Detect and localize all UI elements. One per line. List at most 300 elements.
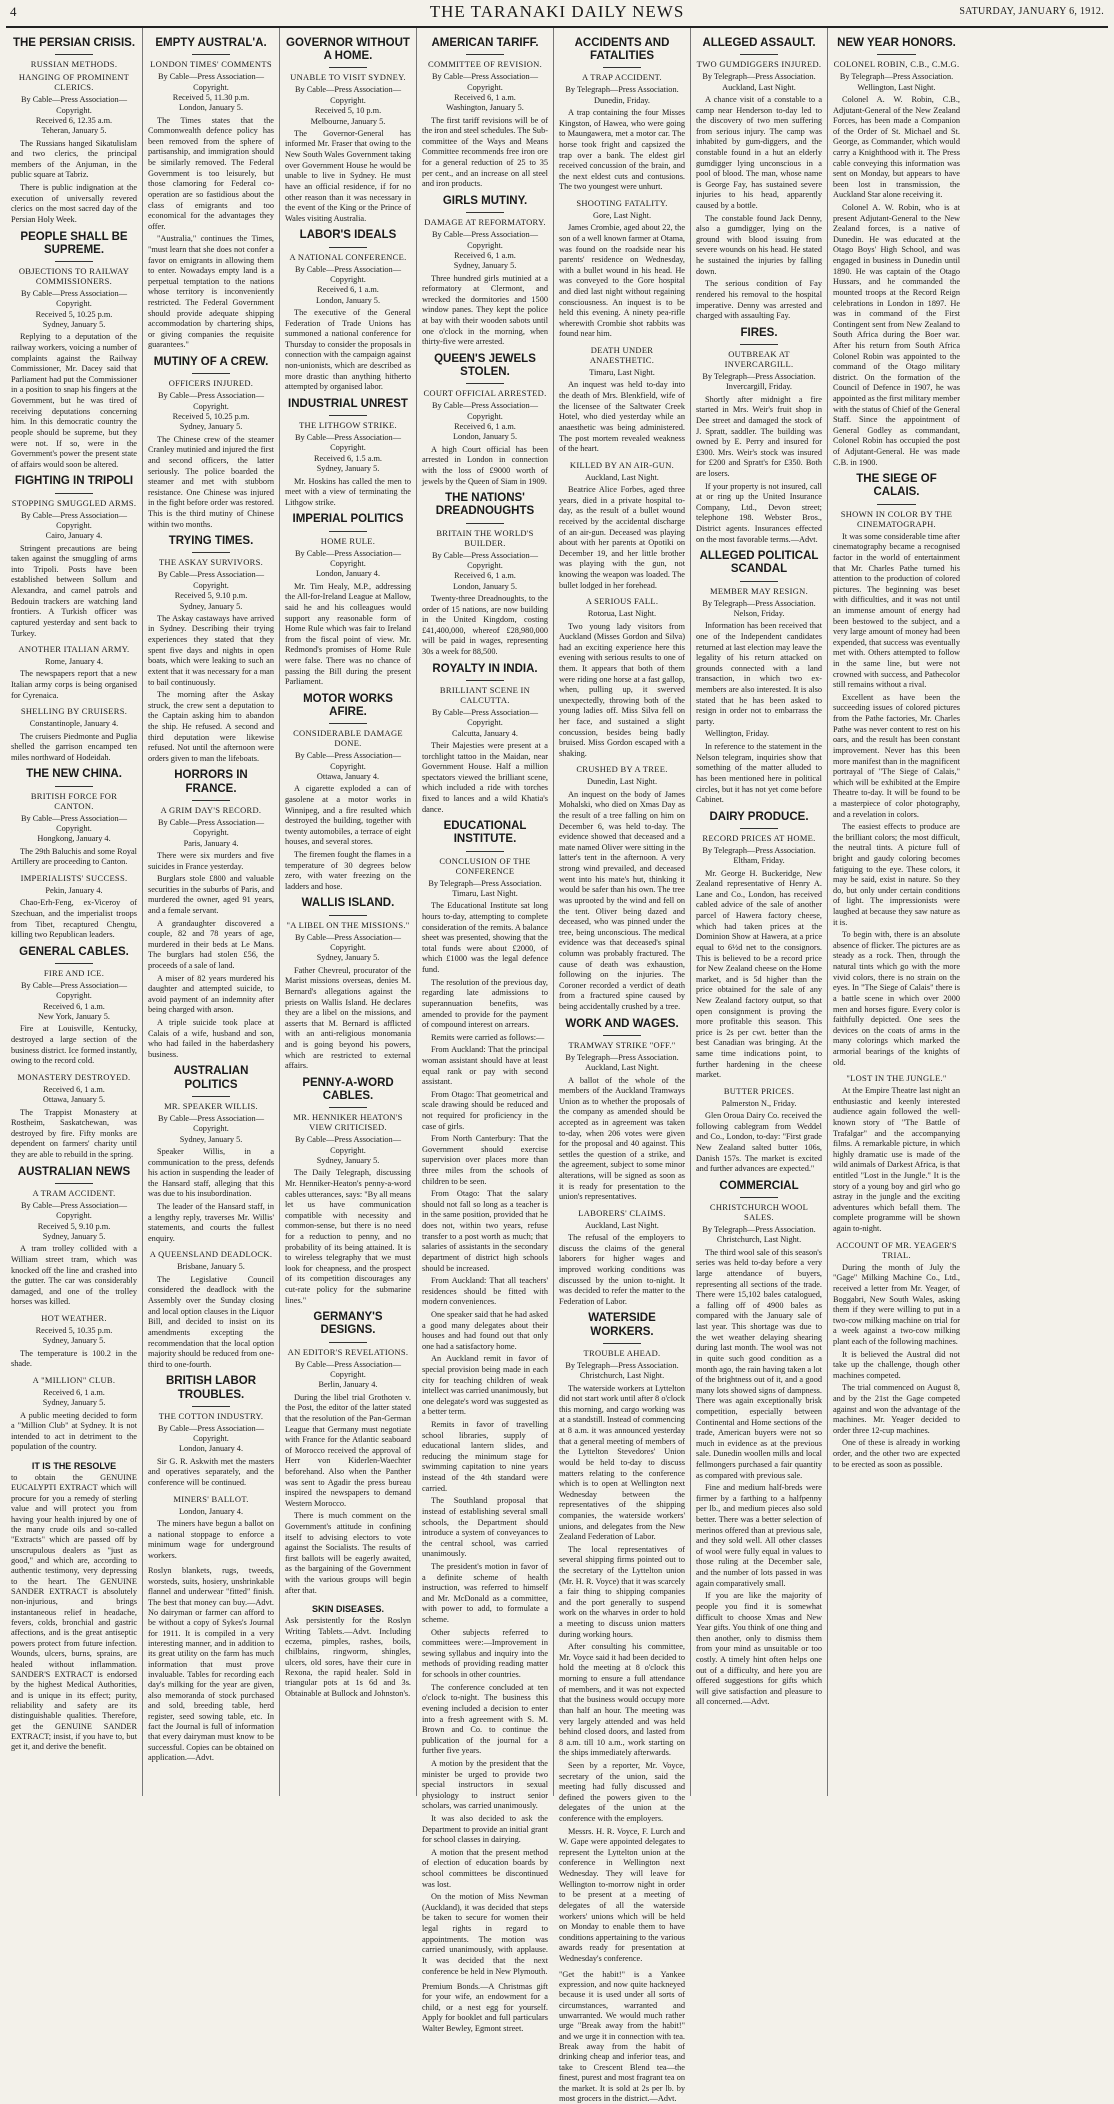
article bbox=[11, 706, 137, 763]
article bbox=[285, 398, 411, 508]
article-subheading: KILLED BY AN AIR-GUN. bbox=[569, 459, 675, 470]
article-byline: Received 5, 10.25 p.m. bbox=[35, 309, 113, 319]
article-subheading: BUTTER PRICES. bbox=[723, 1085, 795, 1096]
article bbox=[559, 1312, 685, 1964]
article-paragraph: The morning after the Askay struck, the crew sent a deputation to the Captain asking him to abandon the ship. He refused. A second and third deputation were likewise refused. Not until the afternoon were orders given to man the lifeboats. bbox=[148, 690, 274, 763]
article-byline: Received 6, 1.5 a.m. bbox=[314, 453, 382, 463]
article-headline: GENERAL CABLES. bbox=[19, 945, 129, 958]
article-paragraph: Shortly after midnight a fire started in Mrs. Weir's fruit shop in Dee street and damaged the stock of J. Spratt, saddler. The building was owned by E. Perry and insured for £300. Mrs. Weir's stock was insured for £200 and Spratt's for £350. Both are losers. bbox=[696, 394, 822, 478]
article-byline: London, January 4. bbox=[315, 569, 381, 579]
article-paragraph: The president's motion in favor of a definite scheme of health instruction, was referred to himself and Mr. McDonald as a committee, with power to add, to formulate a scheme. bbox=[422, 1561, 548, 1625]
article bbox=[11, 37, 137, 226]
headline-rule bbox=[603, 67, 641, 68]
article-byline: Received 5, 9.10 p.m. bbox=[174, 591, 248, 601]
article-subheading: COMMITTEE OF REVISION. bbox=[427, 59, 543, 70]
article-subheading: MR. HENNIKER HEATON'S VIEW CRITICISED. bbox=[293, 1112, 403, 1133]
article-byline: By Cable—Press Association—Copyright. bbox=[157, 1113, 264, 1134]
article-paragraph: A chance visit of a constable to a camp near Henderson to-day led to the discovery of two men suffering from serious injury. The camp was inhabited by gum-diggers, and the constable found in a hut an elderly gumdigger lying unconscious in a pool of blood. The man, whose name is George Fay, has sustained severe injuries to his head, apparently caused by a bottle. bbox=[696, 94, 822, 211]
article-headline: WALLIS ISLAND. bbox=[301, 897, 395, 910]
article-paragraph: Seen by a reporter, Mr. Voyce, secretary of the union, said the meeting had fully discussed and defined the powers given to the delegates of the union at the conference with the employers. bbox=[559, 1760, 685, 1824]
headline-rule bbox=[192, 552, 230, 553]
article-byline: Dunedin, Last Night. bbox=[586, 777, 658, 787]
article-subheading: MEMBER MAY RESIGN. bbox=[709, 585, 809, 596]
article-subheading: BRILLIANT SCENE IN CALCUTTA. bbox=[439, 684, 531, 705]
article-headline: ACCIDENTS AND FATALITIES bbox=[574, 37, 670, 63]
article-paragraph: The Legislative Council considered the deadlock with the Assembly over the Sunday closing and local option clauses in the Liquor Bill, and decided to insist on its amendments excepting the recommendation that the local option majority should be reduced from one-third to one-fourth. bbox=[148, 1274, 274, 1369]
article-byline: Received 6, 1 a.m. bbox=[454, 571, 516, 581]
article-headline: PENNY-A-WORD CABLES. bbox=[302, 1076, 394, 1102]
article-paragraph: The firemen fought the flames in a temperature of 30 degrees below zero, with water freezing on the ladders and hose. bbox=[285, 849, 411, 891]
article-subheading: IMPERIALISTS' SUCCESS. bbox=[20, 873, 128, 883]
article-headline: IMPERIAL POLITICS bbox=[292, 513, 404, 526]
article-byline: By Cable—Press Association—Copyright. bbox=[20, 813, 127, 834]
article-byline: Washington, January 5. bbox=[446, 103, 524, 113]
article-headline: AUSTRALIAN NEWS bbox=[17, 1165, 131, 1178]
article-subheading: FIRE AND ICE. bbox=[43, 968, 105, 979]
advertisement-headline: IT IS THE RESOLVE bbox=[31, 1461, 117, 1472]
article-byline: By Cable—Press Association—Copyright. bbox=[20, 1200, 127, 1221]
article bbox=[696, 550, 822, 806]
column bbox=[828, 28, 965, 1796]
article-paragraph: It is believed the Austral did not take up the challenge, though other machines competed. bbox=[833, 1349, 960, 1380]
headline-rule bbox=[329, 1342, 367, 1343]
article-subheading: CHRISTCHURCH WOOL SALES. bbox=[709, 1202, 809, 1223]
article-paragraph: The Daily Telegraph, discussing Mr. Henniker-Heaton's penny-a-word cables utterances, says: "By all means let us have communication compatible with necessity and common-sense, but there is no need for a reduction to penny, and no probability of its being attained. It is to wireless telegraphy that we must look for cheapness, and the prospect of its competition discourages any cut-rate policy for the submarine lines." bbox=[285, 1168, 411, 1305]
article-byline: Sydney, January 5. bbox=[179, 422, 243, 432]
article bbox=[696, 1180, 822, 1708]
article-byline: Received 6, 1 a.m. bbox=[454, 250, 516, 260]
article-headline: INDUSTRIAL UNREST bbox=[288, 397, 408, 410]
article-byline: Invercargill, Friday. bbox=[726, 382, 792, 392]
headline-rule bbox=[192, 1406, 230, 1407]
headline-rule bbox=[329, 723, 367, 724]
article-paragraph: There is public indignation at the execution of universally revered clerics on the most sacred day of the Persian Holy Week. bbox=[11, 183, 137, 224]
article-paragraph: On the motion of Miss Newman (Auckland), it was decided that steps be taken to secure for women their legal rights in regard to appointments. The motion was carried unanimously, with applause. It was decided that the next conference be held in New Plymouth. bbox=[422, 1892, 548, 1976]
article-headline: NEW YEAR HONORS. bbox=[837, 37, 956, 49]
article-subheading: TRAMWAY STRIKE "OFF." bbox=[568, 1039, 676, 1050]
article-byline: Received 6, 1 a.m. bbox=[43, 1001, 105, 1011]
article-paragraph: From Otago: That the salary should not fall so long as a teacher is in the same position, provided that he does not, within two years, refuse transfer to a post worth as much; that salaries of assistants in the secondary department of district high schools should be increased. bbox=[422, 1189, 548, 1273]
article-byline: Auckland, Last Night. bbox=[722, 82, 796, 92]
article-paragraph: Excellent as have been the succeeding issues of colored pictures from the Pathe factories, Mr. Charles Pathe was never content to rest on his oars, and the result has been constant improvement. Never has this been more manifest than in the magnificent portrayal of "The Siege of Calais," which will be exhibited at the Empire Theatre to-day. It will be found to be a masterpiece of color photography, and a revelation in colors. bbox=[833, 692, 960, 819]
article-subheading: SHOWN IN COLOR BY THE CINEMATOGRAPH. bbox=[840, 508, 953, 529]
article-byline: By Cable—Press Association—Copyright. bbox=[294, 1359, 401, 1379]
article-paragraph: Stringent precautions are being taken against the smuggling of arms into Tripoli. Posts have been established between Sollum and Alexandra, and camel patrols and Bedouin trackers are watching land frontiers. A Turkish officer was captured yesterday and sent back to Turkey. bbox=[11, 543, 137, 638]
article-subheading: LABORERS' CLAIMS. bbox=[578, 1207, 666, 1218]
article-paragraph: From Otago: That geometrical and scale drawing should be reduced and not required for proficiency in the case of girls. bbox=[422, 1089, 548, 1131]
article bbox=[11, 1313, 137, 1370]
article-paragraph: The resolution of the previous day, regarding late admissions to superannuation benefits, was amended to provide for the payment of compound interest on arrears. bbox=[422, 977, 548, 1030]
article-byline: Received 6, 1 a.m. bbox=[454, 92, 516, 102]
article-headline: TRYING TIMES. bbox=[168, 535, 254, 548]
article-paragraph: Wellington, Friday. bbox=[705, 729, 770, 739]
article-subheading: MONASTERY DESTROYED. bbox=[17, 1071, 131, 1082]
article-paragraph: Messrs. H. R. Voyce, F. Lurch and W. Gape were appointed delegates to represent the Lyttelton union at the conference in Wellington next Wednesday. They will leave for Wellington to-morrow night in order to be present at a meeting of delegates of all the waterside workers' unions which will be held on Monday to enable them to have conditions appertaining to the various awards ready for presentation at Wednesday's conference. bbox=[559, 1826, 685, 1963]
issue-date: SATURDAY, JANUARY 6, 1912. bbox=[959, 6, 1104, 17]
advertisement-text: Ask persistently for the Roslyn Writing Tablets.—Advt. Including eczema, pimples, rashes, boils, chilblains, ringworm, shingles, ulcers, old sores, have their cure in Rexona, the rapid healer. Sold in triangular pots at 1s 6d and 3s. Obtainable at Bullock and Johnston's. bbox=[285, 1616, 411, 1698]
article-headline: THE NATIONS' DREADNOUGHTS bbox=[435, 492, 535, 518]
article-byline: Auckland, Last Night. bbox=[585, 1220, 659, 1230]
article-paragraph: After consulting his committee, Mr. Voyce said it had been decided to hold the meeting at 8 o'clock this morning to ensure a full attendance of members, and it was not expected that the business would occupy more than half an hour. The meeting was very largely attended and was held behind closed doors, and lasted from 8 a.m. till 10 a.m., work starting on the ships immediately afterwards. bbox=[559, 1642, 685, 1758]
article-subheading: RUSSIAN METHODS. bbox=[30, 59, 118, 70]
article-byline: By Cable—Press Association—Copyright. bbox=[431, 230, 538, 250]
article-paragraph: The first tariff revisions will be of the iron and steel schedules. The Sub-committee of the Ways and Means Committee recommends free iron ore for a general reduction of 25 to 35 per cent., and an increase on all steel and iron products. bbox=[422, 115, 548, 189]
article-paragraph: To begin with, there is an absolute absence of flicker. The pictures are as steady as a rock. Then, through the natural tints which go with the more vivid colors, there is no strain on the eyes. In "The Siege of Calais" there is a battle scene in which over 2000 men and horses figure. Every color is faithfully depicted. One sees the devices on the coats of arms in the many colorings which marked the armorial bearings of the knights of old. bbox=[833, 930, 960, 1067]
article bbox=[285, 693, 411, 893]
article bbox=[11, 768, 137, 868]
article-paragraph: At the Empire Theatre last night an enthusiastic and keenly interested audience again followed the well-known story of "The Battle of Trafalgar" and the accompanying films. A remarkable picture, in which highly dramatic use is made of the wild animals of Darkest Africa, is that entitled "Lost in the Jungle." It is the story of a young boy and girl who go astray in the jungle and the exciting adventures which befall them. The complete programme will be shown again to-night. bbox=[833, 1086, 960, 1234]
article-byline: Brisbane, January 5. bbox=[177, 1262, 245, 1272]
article bbox=[422, 492, 548, 658]
article-paragraph: Two young lady visitors from Auckland (Misses Gordon and Silva) had an exciting experience here this evening with serious results to one of them. It appears that both of them were riding one horse at a fast gallop, when, pulling up, it swerved unexpectedly, throwing both of the young ladies off. Miss Silva fell on her face, and sustained a slight concussion, besides being badly bruised. Miss Gordon escaped with a shaking. bbox=[559, 621, 685, 758]
article-paragraph: The easiest effects to produce are the brilliant colors; the most difficult, the neutral tints. A picture full of bright and gaudy coloring becomes fatiguing to the eye. These colors, it may be said, exist in nature. So they do, but only under certain conditions of light. The impressionists were laughed at because they saw nature as it is. bbox=[833, 822, 960, 927]
article-subheading: A NATIONAL CONFERENCE. bbox=[289, 251, 407, 262]
article-headline: LABOR'S IDEALS bbox=[299, 229, 397, 242]
article-headline: THE PERSIAN CRISIS. bbox=[12, 37, 136, 49]
headline-rule bbox=[466, 54, 504, 55]
article bbox=[148, 1249, 274, 1370]
article-byline: By Cable—Press Association—Copyright. bbox=[20, 95, 127, 115]
article-subheading: ACCOUNT OF MR. YEAGER'S TRIAL. bbox=[836, 1239, 957, 1260]
article-paragraph: A miser of 82 years murdered his daughter and attempted suicide, to avoid payment of an indemnity after being charged with arson. bbox=[148, 973, 274, 1015]
column bbox=[691, 28, 828, 1796]
article-byline: By Cable—Press Association—Copyright. bbox=[157, 391, 264, 411]
article-paragraph: During the libel trial Grothoten v. the Post, the editor of the latter stated that the resolution of the Pan-German League that Germany must negotiate with France for the Atlantic seaboard of Morocco received the approval of Herr von Kiderlen-Waechter beforehand. Also when the Panther was sent to Agadir the press bureau inspired the newspapers to demand Western Morocco. bbox=[285, 1392, 411, 1508]
article bbox=[559, 596, 685, 759]
article-paragraph: Mr. Tim Healy, M.P., addressing the All-for-Ireland League at Mallow, said he and his colleagues would support any reasonable form of Home Rule which was fair to Ireland from the fiscal point of view. Mr. Redmond's promises of Home Rule were false. There was no chance of passing the Bill during the present Parliament. bbox=[285, 581, 411, 687]
article-paragraph: If your property is not insured, call at or ring up the United Insurance Company, Ltd., Devon street; telephone 198. Webster Bros., District agents. Insurances effected on the most favorable terms.—Advt. bbox=[696, 481, 822, 544]
article-subheading: TROUBLE AHEAD. bbox=[583, 1347, 661, 1358]
article-subheading: A GRIM DAY'S RECORD. bbox=[160, 804, 262, 815]
headline-rule bbox=[740, 1197, 778, 1198]
article-byline: Berlin, January 4. bbox=[318, 1380, 378, 1390]
article-paragraph: The Governor-General has informed Mr. Fraser that owing to the New South Wales Government taking over Government House he would be unable to live in Sydney. He must have an official residence, if for no other reason than it was necessary in the event of the King or the Prince of Wales visiting Australia. bbox=[285, 128, 411, 223]
article-paragraph: The Russians hanged Sikatulislam and two clerics, the principal members of the Anjuman, in the public square at Tabriz. bbox=[11, 138, 137, 180]
headline-rule bbox=[466, 523, 504, 524]
column bbox=[6, 28, 143, 1796]
article-subheading: MINERS' BALLOT. bbox=[173, 1493, 249, 1504]
headline-rule bbox=[466, 680, 504, 681]
headline-rule bbox=[603, 1343, 641, 1344]
article bbox=[11, 873, 137, 941]
article-subheading: A SERIOUS FALL. bbox=[585, 596, 659, 607]
article bbox=[422, 663, 548, 816]
article bbox=[696, 37, 822, 322]
article-paragraph: Burglars stole £800 and valuable securities in the suburbs of Paris, and murdered the owner, aged 91 years, and a female servant. bbox=[148, 874, 274, 915]
article-byline: Sydney, January 5. bbox=[42, 320, 106, 330]
article-subheading: COLONEL ROBIN, C.B., C.M.G. bbox=[833, 59, 960, 70]
article-byline: London, January 5. bbox=[178, 103, 244, 113]
article-paragraph: A high Court official has been arrested in London in connection with the loss of £9000 worth of jewels by the Queen of Siam in 1909. bbox=[422, 444, 548, 486]
article bbox=[833, 1240, 960, 1471]
article-headline: QUEEN'S JEWELS STOLEN. bbox=[434, 352, 536, 379]
headline-rule bbox=[55, 1183, 93, 1184]
article-byline: Wellington, Last Night. bbox=[857, 82, 936, 92]
article bbox=[559, 37, 685, 193]
article-subheading: "A LIBEL ON THE MISSIONS." bbox=[286, 919, 410, 930]
headline-rule bbox=[55, 54, 93, 55]
article-subheading: STOPPING SMUGGLED ARMS. bbox=[11, 497, 137, 508]
article-byline: Rotorua, Last Night. bbox=[587, 609, 657, 619]
article bbox=[422, 353, 548, 487]
article-subheading: A "MILLION" CLUB. bbox=[32, 1374, 116, 1385]
masthead bbox=[6, 0, 1108, 28]
article-paragraph: Speaker Willis, in a communication to the press, defends his action in suspending the leader of the Hansard staff, alleging that this was due to his insubordination. bbox=[148, 1147, 274, 1199]
article-paragraph: The local representatives of several shipping firms pointed out to the secretary of the Lyttelton union (Mr. H. R. Voyce) that it was scarcely a fair thing to shipping companies and the port generally to suspend work on the wharves in order to hold a meeting to discuss union matters during working hours. bbox=[559, 1544, 685, 1639]
article-paragraph: The trial commenced on August 8, and by the 21st the Gage competed against and won the advantage of the machines. Mr. Yeager decided to order three 12-cup machines. bbox=[833, 1383, 960, 1435]
article bbox=[148, 769, 274, 1060]
article bbox=[148, 1065, 274, 1244]
article bbox=[285, 897, 411, 1071]
article-paragraph: Colonel A. W. Robin, who is at present Adjutant-General to the New Zealand forces, is a native of Dunedin. He was educated at the Otago Boys' High School, and was engaged in business in Dunedin until 1890. He was captain of the Otago Hussars, and he commanded the mounted troops at the Record Reign celebrations in London in 1897. He was in command of the First Contingent sent from New Zealand to South Africa during the Boer war. After his return from South Africa Colonel Robin was appointed to the command of the Otago military district. On the formation of the Council of Defence in 1907, he was appointed as the first military member with the status of Chief of the General Staff. Since the appointment of General Godley as commandant, Colonel Robin has occupied the post of Adjutant-General. He was made C.B. in 1900. bbox=[833, 203, 960, 467]
article-paragraph: The Askay castaways have arrived in Sydney. Describing their trying experiences they stated that they spent five days and nights in open boats, which were leaking to such an extent that it was necessary for a man to bail continuously. bbox=[148, 613, 274, 687]
article bbox=[11, 946, 137, 1067]
article-subheading: AN EDITOR'S REVELATIONS. bbox=[287, 1346, 409, 1357]
headline-rule bbox=[192, 54, 230, 55]
article-byline: Sydney, January 5. bbox=[316, 953, 380, 963]
article-subheading: CRUSHED BY A TREE. bbox=[576, 764, 668, 775]
article bbox=[422, 195, 548, 348]
article-paragraph: Fire at Louisville, Kentucky, destroyed a large section of the business district. Ice formed instantly, owing to the record cold. bbox=[11, 1024, 137, 1066]
article-byline: By Cable—Press Association—Copyright. bbox=[20, 288, 127, 309]
article bbox=[285, 229, 411, 393]
article-paragraph: A motion that the present method of election of education boards by school committees be discontinued was lost. bbox=[422, 1847, 548, 1889]
columns-container bbox=[6, 28, 1108, 2103]
article-subheading: MR. SPEAKER WILLIS. bbox=[164, 1100, 258, 1111]
advertisement bbox=[285, 1604, 411, 1699]
article-byline: Sydney, January 5. bbox=[42, 1336, 106, 1346]
article-byline: London, January 5. bbox=[315, 295, 381, 305]
headline-rule bbox=[55, 493, 93, 494]
article-paragraph: Fine and medium half-breds were firmer by a farthing to a halfpenny per lb., and medium pieces also sold better. There was a better selection of merinos offered than at previous sale, and they sold well. All other classes of wool were fully equal in values to those ruling at the December sale, and the number of lots passed in was again comparatively small. bbox=[696, 1483, 822, 1588]
article-byline: By Cable—Press Association—Copyright. bbox=[157, 817, 264, 838]
article-paragraph: There is much comment on the Government's attitude in confining itself to advising electors to vote against the Socialists. The results of first ballots will be eagerly awaited, as the bargaining of the Government with the various groups will begin after that. bbox=[285, 1511, 411, 1595]
headline-rule bbox=[603, 1035, 641, 1036]
headline-rule bbox=[329, 67, 367, 68]
article-byline: Received 5, 10 p.m. bbox=[314, 106, 382, 116]
article-headline: COMMERCIAL bbox=[719, 1179, 799, 1192]
headline-rule bbox=[877, 504, 915, 505]
article-subheading: CONCLUSION OF THE CONFERENCE bbox=[439, 855, 531, 876]
advertisement bbox=[11, 1461, 137, 1753]
article-byline: By Cable—Press Association—Copyright. bbox=[20, 510, 127, 530]
article-byline: Eltham, Friday. bbox=[733, 856, 785, 866]
article-paragraph: Remits were carried as follows:— bbox=[431, 1032, 545, 1042]
article-headline: MOTOR WORKS AFIRE. bbox=[303, 692, 393, 718]
article-byline: London, January 5. bbox=[452, 581, 518, 591]
article-byline: Paris, January 4. bbox=[183, 838, 239, 848]
article-byline: By Telegraph—Press Association. bbox=[428, 878, 542, 888]
article-byline: By Cable—Press Association—Copyright. bbox=[157, 570, 264, 590]
article-subheading: TWO GUMDIGGERS INJURED. bbox=[696, 59, 822, 70]
article-headline: GIRLS MUTINY. bbox=[442, 194, 528, 207]
article-paragraph: A triple suicide took place at Calais of a wife, husband and son, who had failed in the haberdashery business. bbox=[148, 1018, 274, 1059]
headline-rule bbox=[55, 963, 93, 964]
article-paragraph: From Auckland: That all teachers' residences should be fitted with modern conveniences. bbox=[422, 1276, 548, 1307]
article bbox=[559, 460, 685, 591]
article bbox=[11, 1072, 137, 1161]
article-headline: AUSTRALIAN POLITICS bbox=[173, 1065, 249, 1091]
article-paragraph: There were six murders and five suicides in France yesterday. bbox=[148, 850, 274, 871]
article bbox=[559, 345, 685, 455]
article bbox=[422, 37, 548, 190]
advertisement bbox=[559, 1970, 685, 2104]
article-byline: Received 5, 10.25 p.m. bbox=[172, 412, 250, 421]
article-paragraph: The cruisers Piedmonte and Puglia shelled the garrison encamped ten miles northward of Hodeidah. bbox=[11, 731, 137, 762]
article-subheading: "LOST IN THE JUNGLE." bbox=[846, 1073, 947, 1084]
article-byline: By Telegraph—Press Association. bbox=[702, 598, 816, 608]
article bbox=[559, 764, 685, 1012]
article-paragraph: The Trappist Monastery at Rostheim, Saskatchewan, was destroyed by fire. Fifty monks are dependent on farmers' charity until they are able to rebuild in the spring. bbox=[11, 1107, 137, 1160]
article-byline: Ottawa, January 4. bbox=[316, 771, 380, 781]
article-paragraph: An inquest on the body of James Mohalski, who died on Xmas Day as the result of a tree falling on him on December 6, was held to-day. The evidence showed that deceased and a mate named Oliver were sitting in the latter's tent in the afternoon. A very strong wind prevailed, and deceased went into his mate's hut, thinking it would be safer than his own. The tree was uprooted by the wind and fell on the tent. Oliver being dazed and deceased, who was pinned under the tree, being unconscious. The medical evidence was that deceased's spinal column was probably fractured. The cause of death was exhaustion, following on the injuries. The Coroner recorded a verdict of death from a fractured spine caused by being accidentally crushed by a tree. bbox=[559, 789, 685, 1011]
article-paragraph: The serious condition of Fay rendered his removal to the hospital imperative. Denny was arrested and charged with assaulting Fay. bbox=[696, 279, 822, 321]
headline-rule bbox=[740, 828, 778, 829]
article-byline: By Cable—Press Association—Copyright. bbox=[431, 550, 538, 570]
article-paragraph: A motion by the president that the minister be urged to provide two special instructors in sexual physiology to instruct senior scholars, was carried unanimously. bbox=[422, 1758, 548, 1811]
article-paragraph: An inquest was held to-day into the death of Mrs. Blenkfield, wife of the licensee of the Saltwater Creek Hotel, who died yesterday while an anaesthetic was being administered. The post mortem revealed weakness of the heart. bbox=[559, 380, 685, 454]
article bbox=[11, 1166, 137, 1308]
article-headline: GERMANY'S DESIGNS. bbox=[313, 1311, 383, 1337]
article-paragraph: Mr. George H. Buckeridge, New Zealand representative of Henry A. Lane and Co., London, has received cabled advice of the sale of another parcel of Hawera factory cheese, which had taken prices at the Dominion Show at Hawera, at a price equal to 6½d net to the consignors. This is believed to be a record price for New Zealand cheese on the Home market, and is 5d higher than the price obtained for the sale of any New Zealand factory output, so that open consignment is proving the more profitable this season. This price is 2s per cwt. better than the best Canadian was bringing. At the same time indications point, to further hardening in the cheese market. bbox=[696, 868, 822, 1080]
article-byline: By Telegraph—Press Association. bbox=[702, 371, 816, 381]
article-headline: GOVERNOR WITHOUT A HOME. bbox=[286, 37, 410, 63]
article bbox=[148, 1375, 274, 1488]
article-byline: Calcutta, January 4. bbox=[452, 728, 518, 738]
article-byline: By Telegraph—Press Association. bbox=[702, 1225, 816, 1235]
article-paragraph: Other subjects referred to committees were:—Improvement in sewing syllabus and inquiry into the methods of providing reading matter for schools in other countries. bbox=[422, 1627, 548, 1680]
article-paragraph: From Auckland: That the principal woman assistant should have at least equal rank or pay with second assistant. bbox=[422, 1045, 548, 1087]
headline-rule bbox=[192, 1096, 230, 1097]
article-byline: Auckland, Last Night. bbox=[585, 472, 659, 482]
headline-rule bbox=[877, 54, 915, 55]
headline-rule bbox=[740, 54, 778, 55]
article-byline: Received 6, 1 a.m. bbox=[43, 1387, 105, 1397]
article-paragraph: Three hundred girls mutinied at a reformatory at Clermont, and wrecked the dormitories and 1500 window panes. They kept the police at bay with their wooden sabots until one o'clock in the morning, when thirty-five were arrested. bbox=[422, 273, 548, 347]
article-byline: Hongkong, January 4. bbox=[37, 834, 111, 844]
article-subheading: COURT OFFICIAL ARRESTED. bbox=[423, 388, 547, 399]
article bbox=[285, 37, 411, 224]
article-byline: Received 5, 11.30 p.m. bbox=[172, 92, 250, 102]
article-paragraph: The 29th Baluchis and some Royal Artillery are proceeding to Canton. bbox=[11, 846, 137, 867]
article bbox=[833, 1073, 960, 1235]
article-paragraph: A grandaughter discovered a couple, 82 and 78 years of age, murdered in their beds at Le Mans. The burglars had stolen £56, the proceeds of a sale of land. bbox=[148, 918, 274, 970]
article bbox=[559, 1208, 685, 1308]
article bbox=[285, 1077, 411, 1306]
article-headline: HORRORS IN FRANCE. bbox=[174, 769, 248, 795]
article-byline: By Telegraph—Press Association. bbox=[702, 845, 816, 855]
article-byline: Teheran, January 5. bbox=[41, 126, 107, 136]
advertisement bbox=[422, 1982, 548, 2034]
article-paragraph: The newspapers report that a new Italian army corps is being organised for Cyrenaica. bbox=[11, 669, 137, 700]
article-subheading: HOT WEATHER. bbox=[41, 1312, 107, 1323]
article-paragraph: From North Canterbury: That the Government should exercise supervision over places more than three miles from the schools of children to be seen. bbox=[422, 1134, 548, 1186]
headline-rule bbox=[329, 415, 367, 416]
article-byline: By Cable—Press Association—Copyright. bbox=[157, 72, 264, 92]
article-byline: By Cable—Press Association—Copyright. bbox=[294, 932, 401, 952]
article-byline: By Cable—Press Association—Copyright. bbox=[20, 981, 127, 1001]
article-paragraph: Beatrice Alice Forbes, aged three years, died in a private hospital to-day, as the result of a bullet wound received by the accidental discharge of an air-gun. Deceased was playing about with her parents at Opotiki on December 19, and her little brother was playing with the gun, not knowing the weapon was loaded. The bullet lodged in her forehead. bbox=[559, 485, 685, 590]
article-headline: BRITISH LABOR TROUBLES. bbox=[165, 1375, 257, 1401]
article-subheading: THE ASKAY SURVIVORS. bbox=[158, 557, 264, 568]
advertisement-text: Roslyn blankets, rugs, tweeds, worsteds, suits, hosiery, unshrinkable flannel and underwear "fitted" finish. The best that money can buy.—Advt. No dairyman or farmer can afford to be without a copy of Sykes's Journal for 1911. It is compiled in a very interesting manner, and in addition to its great utility on the farm has much information that must prove invaluable. Tables for recording each day's milking for the year are given, also memoranda of stock purchased and sold, breeding table, herd register, seed sowing table, etc. In fact the Journal is full of information that every dairyman must know to be successful. Copies can be obtained on application.—Advt. bbox=[148, 1566, 274, 1762]
article bbox=[148, 356, 274, 530]
article-byline: By Cable—Press Association—Copyright. bbox=[431, 707, 538, 728]
column bbox=[143, 28, 280, 1796]
article-subheading: A QUEENSLAND DEADLOCK. bbox=[149, 1249, 273, 1260]
article-byline: Pekin, January 4. bbox=[45, 886, 103, 895]
headline-rule bbox=[192, 373, 230, 374]
article-headline: THE NEW CHINA. bbox=[26, 768, 122, 781]
article-subheading: OFFICERS INJURED. bbox=[168, 378, 254, 389]
article-headline: MUTINY OF A CREW. bbox=[153, 356, 269, 369]
article-byline: By Telegraph—Press Association. bbox=[565, 85, 679, 95]
article-headline: WATERSIDE WORKERS. bbox=[588, 1312, 656, 1338]
article bbox=[833, 473, 960, 1068]
article-byline: Sydney, January 5. bbox=[42, 1398, 106, 1408]
article-subheading: HANGING OF PROMINENT CLERICS. bbox=[18, 72, 130, 93]
article-paragraph: Twenty-three Dreadnoughts, to the order of 15 nations, are now building in the United Kingdom, costing £41,400,000, whereof £28,980,000 will be paid in wages, representing 30s a week for 88,500. bbox=[422, 594, 548, 657]
article-byline: Sydney, January 5. bbox=[179, 1134, 243, 1144]
article-paragraph: The conference concluded at ten o'clock to-night. The business this evening included a decision to enter into a fresh agreement with S. M. Brown and Co. to continue the publication of the journal for a further five years. bbox=[422, 1682, 548, 1756]
article-byline: Cairo, January 4. bbox=[45, 531, 103, 541]
article-byline: By Cable—Press Association—Copyright. bbox=[294, 548, 401, 568]
headline-rule bbox=[740, 581, 778, 582]
article bbox=[11, 644, 137, 701]
article bbox=[285, 1311, 411, 1596]
article-paragraph: Glen Oroua Dairy Co. received the following cablegram from Weddel and Co., London, to-day: "First grade New Zealand salted butter 106s, Danish 157s. The market is excited and further advances are expected." bbox=[696, 1111, 822, 1174]
article-byline: By Cable—Press Association—Copyright. bbox=[294, 433, 401, 453]
column bbox=[554, 28, 691, 2103]
article-headline: THE SIEGE OF CALAIS. bbox=[856, 473, 937, 499]
advertisement-text: "Get the habit!" is a Yankee expression, and now quite hackneyed because it is used under all sorts of circumstances, warranted and unwarranted. We would much rather urge "Break away from the habit!" and we urge it in connection with tea. Break away from the habit of drinking cheap and inferior teas, and take to Crescent Blend tea—the finest, purest and most fragrant tea on the market. It is sold at 2s per lb. by most grocers in the district.—Advt. bbox=[559, 1969, 685, 2103]
article-byline: By Cable—Press Association—Copyright. bbox=[431, 72, 538, 92]
article bbox=[148, 37, 274, 351]
column bbox=[417, 28, 554, 2033]
article-subheading: BRITAIN THE WORLD'S BUILDER. bbox=[436, 527, 534, 548]
headline-rule bbox=[740, 344, 778, 345]
headline-rule bbox=[55, 261, 93, 262]
article-byline: Dunedin, Friday. bbox=[594, 95, 650, 105]
article-paragraph: The Educational Institute sat long hours to-day, attempting to complete consideration of the remits. A balance sheet was presented, showing that the total funds were about £2000, of which £1000 was the legal defence fund. bbox=[422, 901, 548, 975]
article-subheading: HOME RULE. bbox=[320, 535, 376, 546]
article bbox=[833, 37, 960, 468]
article-headline: WORK AND WAGES. bbox=[565, 1017, 679, 1030]
article-byline: Sydney, January 5. bbox=[179, 601, 243, 611]
article-headline: EMPTY AUSTRAL'A. bbox=[155, 37, 267, 49]
article-byline: Received 5, 10.35 p.m. bbox=[35, 1325, 113, 1335]
article-byline: Gore, Last Night. bbox=[592, 211, 652, 221]
article-paragraph: The miners have begun a ballot on a national stoppage to enforce a minimum wage for underground workers. bbox=[148, 1519, 274, 1560]
article bbox=[696, 1086, 822, 1175]
article bbox=[422, 820, 548, 1977]
article-byline: Received 6, 1 a.m. bbox=[454, 422, 516, 431]
newspaper-title: THE TARANAKI DAILY NEWS bbox=[429, 2, 685, 21]
article bbox=[11, 475, 137, 639]
headline-rule bbox=[329, 1107, 367, 1108]
headline-rule bbox=[192, 800, 230, 801]
article-subheading: CONSIDERABLE DAMAGE DONE. bbox=[293, 728, 403, 749]
article-headline: PEOPLE SHALL BE SUPREME. bbox=[20, 230, 128, 256]
article-headline: DAIRY PRODUCE. bbox=[709, 810, 809, 823]
article-headline: FIGHTING IN TRIPOLI bbox=[14, 475, 134, 488]
article-paragraph: Chao-Erh-Feng, ex-Viceroy of Szechuan, and the imperialist troops from Tibet, recaptured Chengtu, killing two Republican leaders. bbox=[11, 898, 137, 940]
article-subheading: DEATH UNDER ANAESTHETIC. bbox=[589, 345, 655, 366]
article-paragraph: A trap containing the four Misses Kingston, of Hawea, who were going to Maungawera, met a motor car. The horse took fright and capsized the trap over a bank. The eldest girl received concussion of the brain, and the next eldest cuts and contusions. The two youngest were unhurt. bbox=[559, 108, 685, 192]
article-paragraph: An Auckland remit in favor of special provision being made in each city for teaching children of weak intellect was carried unanimously, but one delegate's word was suggested as a better term. bbox=[422, 1354, 548, 1417]
article-subheading: OUTBREAK AT INVERCARGILL. bbox=[724, 348, 794, 369]
article-paragraph: The refusal of the employers to discuss the claims of the general laborers for higher wages and improved working conditions was discussed by the union to-night. It was decided to refer the matter to the Federation of Labor. bbox=[559, 1233, 685, 1306]
